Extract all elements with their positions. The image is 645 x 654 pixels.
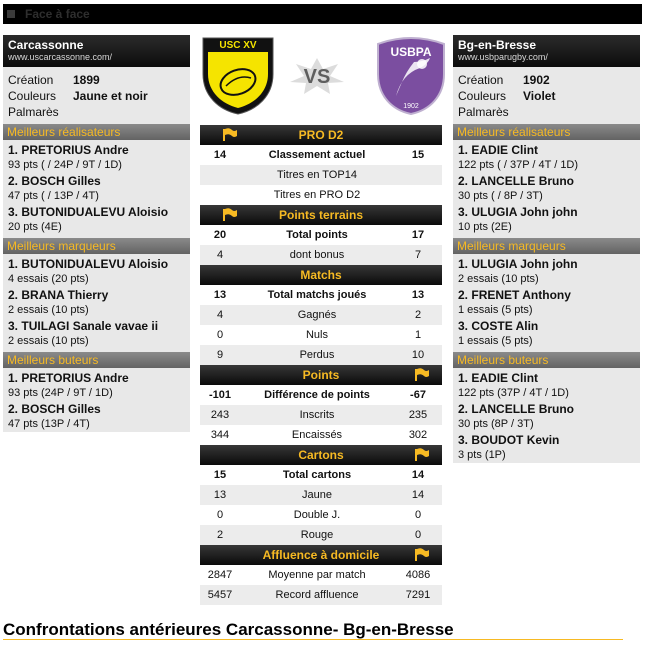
stats-section-title: Affluence à domicile [262,548,380,562]
away-value: 10 [411,349,425,361]
player-name[interactable]: ULUGIA John john [471,205,578,219]
bullet-icon [7,10,15,18]
flag-icon [414,368,430,382]
rank: 1. [8,371,19,385]
page-title: Face à face [25,7,90,21]
stat-label: Inscrits [299,409,335,421]
stats-row [200,225,442,245]
player-stats: 20 pts (4E) [8,221,62,233]
away-value: 13 [411,289,425,301]
stats-section-title: PRO D2 [298,128,344,142]
away-team-url[interactable]: www.usbparugby.com/ [458,52,548,62]
home-value: 4 [216,249,224,261]
stats-row [200,165,442,185]
info-row [458,104,635,120]
rank: 2. [8,288,19,302]
info-row [8,88,185,104]
home-leaders [3,124,190,435]
away-value: 302 [408,429,428,441]
home-value: 14 [213,149,227,161]
stats-section-header [200,545,442,565]
list-item [8,402,185,433]
player-stats: 30 pts (8P / 3T) [458,418,534,430]
rank: 3. [8,205,19,219]
home-team-panel [3,35,190,432]
stats-section-title: Cartons [298,448,344,462]
home-value: 344 [210,429,230,441]
away-value: 15 [411,149,425,161]
player-stats: 93 pts ( / 24P / 9T / 1D) [8,159,122,171]
info-label: Création [8,73,54,87]
home-value: 15 [213,469,227,481]
home-value: 9 [216,349,224,361]
stats-row [200,485,442,505]
info-label: Création [458,73,504,87]
away-shield-icon [372,34,450,116]
stats-section-header [200,125,442,145]
rank: 2. [458,288,469,302]
away-value: 4086 [405,569,431,581]
away-value: -67 [410,389,426,401]
rank: 1. [8,257,19,271]
rank: 1. [458,257,469,271]
home-value: 243 [210,409,230,421]
leader-list [3,368,190,435]
player-stats: 1 essais (5 pts) [458,335,533,347]
info-value: 1902 [523,73,550,87]
home-logo [199,34,277,116]
home-team-header [3,35,190,67]
rank: 3. [458,205,469,219]
flag-icon [222,128,238,142]
list-item [458,257,635,288]
home-value: 2 [216,529,224,541]
player-name[interactable]: LANCELLE Bruno [471,402,575,416]
svg-text:1902: 1902 [403,103,419,110]
player-stats: 3 pts (1P) [458,449,506,461]
away-team-name: Bg-en-Bresse [458,38,537,52]
home-value: 13 [213,289,227,301]
player-name[interactable]: BOUDOT Kevin [471,433,560,447]
list-item [8,205,185,236]
section-header: Meilleurs buteurs [3,352,190,368]
stats-row [200,585,442,605]
away-value: 14 [411,489,425,501]
flag-icon [222,208,238,222]
player-stats: 122 pts (37P / 4T / 1D) [458,387,569,399]
rank: 3. [458,433,469,447]
home-team-url[interactable]: www.uscarcassonne.com/ [8,52,113,62]
info-label: Couleurs [8,89,57,103]
home-value: 5457 [207,589,233,601]
list-item [458,174,635,205]
stats-row [200,185,442,205]
leader-list [3,254,190,352]
home-value: 2847 [207,569,233,581]
stat-label: Titres en TOP14 [277,169,357,181]
stat-label: Double J. [293,509,341,521]
stat-label: Total points [286,229,348,241]
list-item [8,371,185,402]
player-name[interactable]: BOSCH Gilles [21,174,101,188]
away-team-info [453,67,640,124]
home-value: 0 [216,329,224,341]
info-row [458,72,635,88]
player-name[interactable]: FRENET Anthony [471,288,571,302]
player-name[interactable]: ULUGIA John john [471,257,578,271]
comparison-stats [200,125,442,605]
stats-row [200,285,442,305]
player-name[interactable]: BUTONIDUALEVU Aloisio [21,205,169,219]
stat-label: Classement actuel [268,149,366,161]
list-item [8,257,185,288]
info-value: Violet [523,89,556,103]
rank: 2. [8,402,19,416]
info-row [458,88,635,104]
home-value: 20 [213,229,227,241]
stats-section-title: Matchs [300,268,342,282]
away-value: 7291 [405,589,431,601]
list-item [458,319,635,350]
flag-icon [414,448,430,462]
player-name[interactable]: BOSCH Gilles [21,402,101,416]
svg-text:USBPA: USBPA [390,45,432,59]
stat-label: dont bonus [289,249,345,261]
player-stats: 47 pts (13P / 4T) [8,418,90,430]
home-value: 13 [213,489,227,501]
versus-badge [286,56,348,96]
stats-section-header [200,445,442,465]
rank: 3. [8,319,19,333]
leader-list [453,254,640,352]
player-stats: 122 pts ( / 37P / 4T / 1D) [458,159,579,171]
rank: 2. [8,174,19,188]
player-stats: 4 essais (20 pts) [8,273,89,285]
player-stats: 2 essais (10 pts) [458,273,539,285]
player-name[interactable]: COSTE Alin [471,319,539,333]
stats-section-header [200,205,442,225]
player-stats: 30 pts ( / 8P / 3T) [458,190,543,202]
stat-label: Gagnés [297,309,337,321]
stat-label: Titres en PRO D2 [273,189,361,201]
stats-row [200,405,442,425]
history-title: Confrontations antérieures Carcassonne- Bg-en-Bresse [3,620,454,639]
info-row [8,72,185,88]
section-header: Meilleurs marqueurs [453,238,640,254]
stats-row [200,345,442,365]
flag-icon [414,548,430,562]
player-stats: 47 pts ( / 13P / 4T) [8,190,99,202]
info-label: Palmarès [458,105,509,119]
rank: 1. [8,143,19,157]
away-team-header [453,35,640,67]
rank: 2. [458,402,469,416]
stat-label: Record affluence [275,589,359,601]
svg-text:USC XV: USC XV [219,40,257,51]
away-value: 1 [414,329,422,341]
home-team-info [3,67,190,124]
stats-row [200,325,442,345]
leader-list [3,140,190,238]
rank: 1. [458,371,469,385]
away-value: 17 [411,229,425,241]
info-value: 1899 [73,73,100,87]
list-item [8,174,185,205]
list-item [458,402,635,433]
away-team-panel [453,35,640,463]
info-row [8,104,185,120]
away-value: 7 [414,249,422,261]
player-name[interactable]: PRETORIUS Andre [21,143,129,157]
player-name[interactable]: EADIE Clint [471,143,539,157]
list-item [458,143,635,174]
rank: 1. [458,143,469,157]
list-item [458,433,635,464]
away-logo [372,34,450,116]
stats-row [200,385,442,405]
stats-row [200,305,442,325]
away-value: 0 [414,529,422,541]
header-bar [3,4,642,24]
stats-row [200,505,442,525]
vs-text: VS [303,66,331,88]
rank: 2. [458,174,469,188]
player-name[interactable]: EADIE Clint [471,371,539,385]
stat-label: Jaune [302,489,332,501]
home-value: -101 [208,389,232,401]
player-stats: 93 pts (24P / 9T / 1D) [8,387,113,399]
stats-section-title: Points terrains [278,208,364,222]
player-name[interactable]: BRANA Thierry [21,288,109,302]
stats-section-header [200,365,442,385]
stat-label: Différence de points [264,389,370,401]
stats-section-header [200,265,442,285]
stat-label: Encaissés [291,429,343,441]
stat-label: Perdus [299,349,335,361]
info-label: Palmarès [8,105,59,119]
stat-label: Moyenne par match [268,569,366,581]
stat-label: Total matchs joués [267,289,367,301]
list-item [458,371,635,402]
stats-row [200,245,442,265]
info-label: Couleurs [458,89,507,103]
stats-row [200,465,442,485]
stats-row [200,425,442,445]
player-stats: 2 essais (10 pts) [8,304,89,316]
leader-list [453,368,640,466]
player-name[interactable]: LANCELLE Bruno [471,174,575,188]
away-value: 2 [414,309,422,321]
info-value: Jaune et noir [73,89,148,103]
stat-label: Rouge [300,529,334,541]
home-value: 4 [216,309,224,321]
player-name[interactable]: BUTONIDUALEVU Aloisio [21,257,169,271]
leader-list [453,140,640,238]
rank: 3. [458,319,469,333]
section-header: Meilleurs réalisateurs [3,124,190,140]
stats-row [200,525,442,545]
list-item [458,288,635,319]
away-value: 0 [414,509,422,521]
player-stats: 2 essais (10 pts) [8,335,89,347]
stats-row [200,145,442,165]
list-item [8,319,185,350]
player-stats: 1 essais (5 pts) [458,304,533,316]
section-header: Meilleurs buteurs [453,352,640,368]
section-header: Meilleurs marqueurs [3,238,190,254]
player-stats: 10 pts (2E) [458,221,512,233]
stat-label: Total cartons [282,469,352,481]
stats-row [200,565,442,585]
home-team-name: Carcassonne [8,38,84,52]
list-item [8,288,185,319]
home-shield-icon [199,34,277,116]
home-value: 0 [216,509,224,521]
away-value: 14 [411,469,425,481]
list-item [458,205,635,236]
stat-label: Nuls [305,329,328,341]
stats-section-title: Points [302,368,340,382]
list-item [8,143,185,174]
player-name[interactable]: TUILAGI Sanale vavae ii [21,319,159,333]
player-name[interactable]: PRETORIUS Andre [21,371,129,385]
section-header: Meilleurs réalisateurs [453,124,640,140]
away-leaders [453,124,640,466]
away-value: 235 [408,409,428,421]
history-divider [3,639,623,640]
